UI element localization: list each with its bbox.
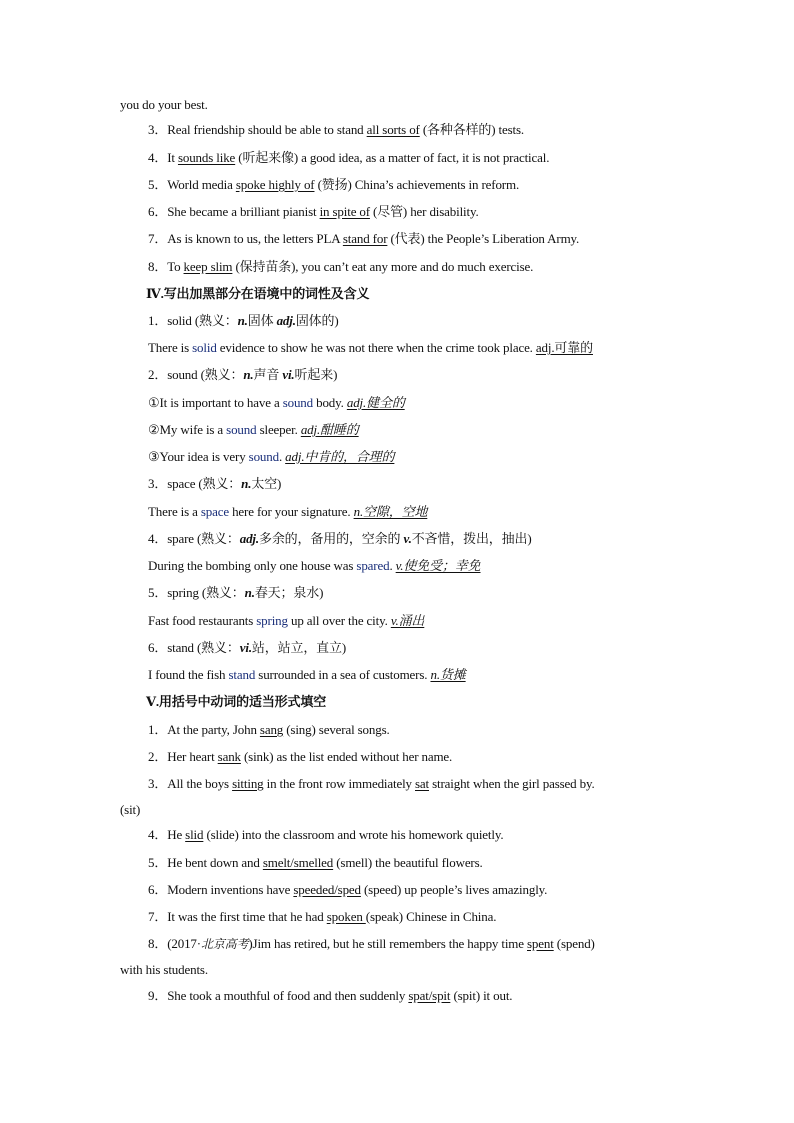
text-segment: (spit) it out.: [450, 988, 513, 1003]
text-segment: ③Your idea is very: [148, 449, 249, 464]
text-segment: adj.: [276, 313, 296, 328]
text-segment: During the bombing only one house was: [148, 558, 357, 573]
iv-2-sentence-b: [148, 421, 359, 439]
text-segment: 5．spring (熟义：: [148, 585, 245, 600]
text-segment: 3．Real friendship should be able to stand: [148, 122, 367, 137]
text-segment: 听起来): [294, 367, 338, 382]
text-segment: 1．At the party, John: [148, 722, 260, 737]
answer-text: in spite of: [319, 204, 370, 219]
text-segment: (speed) up people’s lives amazingly.: [360, 882, 548, 897]
text-segment: 声音: [253, 367, 283, 382]
iv-2-word: [148, 366, 337, 384]
text-segment: surrounded in a sea of customers.: [255, 667, 431, 682]
text-segment: 7．As is known to us, the letters PLA: [148, 231, 343, 246]
text-segment: 4．It: [148, 150, 178, 165]
answer-text: sat: [415, 776, 429, 791]
iv-4-word: [148, 530, 532, 548]
text-segment: )Jim has retired, but he still remembers the happy time: [248, 936, 527, 951]
text-segment: (各种各样的) tests.: [419, 122, 525, 137]
iv-5-sentence: [148, 612, 424, 630]
text-segment: you do your best.: [120, 97, 208, 112]
answer-text: slid: [185, 827, 204, 842]
text-segment: 多余的，备用的，空余的: [258, 531, 404, 546]
text-segment: 7．It was the first time that he had: [148, 909, 327, 924]
bold-keyword: sound: [282, 395, 313, 410]
text-segment: in the front row immediately: [263, 776, 415, 791]
v-2: [148, 748, 452, 766]
text-segment: Ⅴ.用括号中动词的适当形式填空: [146, 694, 327, 709]
text-segment: (smell) the beautiful flowers.: [333, 855, 483, 870]
text-segment: 6．She became a brilliant pianist: [148, 204, 320, 219]
answer-text: spent: [527, 936, 554, 951]
text-segment: (保持苗条), you can’t eat any more and do much exercise.: [232, 259, 534, 274]
text-segment: 3．space (熟义：: [148, 476, 242, 491]
answer-text: sang: [259, 722, 284, 737]
text-segment: with his students.: [120, 962, 208, 977]
text-segment: straight when the girl passed by.: [429, 776, 595, 791]
answer-text: adj.健全的: [346, 395, 405, 410]
section-iv-heading: [146, 285, 369, 303]
bold-keyword: sound: [248, 449, 279, 464]
exercise-iii-5: [148, 176, 519, 194]
text-segment: (spend): [553, 936, 595, 951]
answer-text: spoken: [326, 909, 366, 924]
bold-keyword: stand: [228, 667, 256, 682]
answer-text: adj.可靠的: [535, 340, 593, 355]
text-segment: (sink) as the list ended without her name.: [240, 749, 453, 764]
exercise-iii-8: [148, 258, 533, 276]
answer-text: sank: [217, 749, 241, 764]
text-segment: 站，站立，直立): [251, 640, 347, 655]
text-segment: (代表) the People’s Liberation Army.: [387, 231, 580, 246]
v-5: [148, 854, 483, 872]
v-7: [148, 908, 496, 926]
iv-2-sentence-c: [148, 448, 394, 466]
exercise-iii-3: [148, 121, 524, 139]
section-v-heading: [146, 693, 326, 711]
exercise-iii-6: [148, 203, 479, 221]
text-segment: (听起来像) a good idea, as a matter of fact, it is not practical.: [235, 150, 550, 165]
text-segment: vi.: [282, 367, 295, 382]
answer-text: spoke highly of: [235, 177, 315, 192]
text-segment: (尽管) her disability.: [369, 204, 479, 219]
iv-1-word: [148, 312, 339, 330]
text-segment: 6．Modern inventions have: [148, 882, 294, 897]
text-segment: 太空): [251, 476, 282, 491]
answer-text: keep slim: [183, 259, 233, 274]
text-segment: 4．spare (熟义：: [148, 531, 240, 546]
text-segment: (sit): [120, 802, 141, 817]
text-segment: There is a: [148, 504, 201, 519]
answer-text: speeded/sped: [293, 882, 361, 897]
iv-1-sentence: [148, 339, 593, 357]
text-segment: v.: [403, 531, 412, 546]
answer-text: n.货摊: [430, 667, 466, 682]
text-segment: 8．To: [148, 259, 184, 274]
text-segment: evidence to show he was not there when the crime took place.: [216, 340, 536, 355]
text-segment: .: [278, 449, 286, 464]
text-segment: here for your signature.: [228, 504, 354, 519]
text-segment: Ⅳ.写出加黑部分在语境中的词性及含义: [146, 286, 370, 301]
text-segment: vi.: [239, 640, 252, 655]
v-8-cont: [120, 961, 208, 979]
iv-2-sentence-a: [148, 394, 405, 412]
bold-keyword: sound: [226, 422, 257, 437]
v-8: [148, 935, 595, 953]
answer-text: stand for: [342, 231, 388, 246]
text-segment: sleeper.: [256, 422, 301, 437]
text-segment: ①It is important to have a: [148, 395, 283, 410]
text-segment: 9．She took a mouthful of food and then suddenly: [148, 988, 409, 1003]
text-segment: n.: [237, 313, 248, 328]
bold-keyword: solid: [192, 340, 217, 355]
text-segment: 固体的): [295, 313, 339, 328]
bold-keyword: space: [200, 504, 229, 519]
answer-text: v.涌出: [390, 613, 425, 628]
answer-text: adj.酣睡的: [300, 422, 359, 437]
v-6: [148, 881, 547, 899]
answer-text: adj.中肯的，合理的: [285, 449, 395, 464]
text-segment: 2．sound (熟义：: [148, 367, 244, 382]
text-segment: 北京高考: [200, 937, 249, 951]
text-segment: 3．All the boys: [148, 776, 233, 791]
answer-text: all sorts of: [366, 122, 420, 137]
text-segment: 8．(2017·: [148, 936, 201, 951]
iv-6-word: [148, 639, 346, 657]
text-segment: n.: [243, 367, 254, 382]
text-segment: 固体: [247, 313, 277, 328]
text-segment: (赞扬) China’s achievements in reform.: [314, 177, 520, 192]
text-segment: up all over the city.: [287, 613, 391, 628]
bold-keyword: spared: [356, 558, 390, 573]
text-segment: (sing) several songs.: [283, 722, 390, 737]
text-segment: body.: [313, 395, 347, 410]
answer-text: v.使免受；幸免: [395, 558, 481, 573]
text-segment: (slide) into the classroom and wrote his homework quietly.: [203, 827, 504, 842]
text-segment: (speak) Chinese in China.: [365, 909, 497, 924]
text-segment: adj.: [239, 531, 259, 546]
text-segment: 春天；泉水): [254, 585, 324, 600]
text-segment: 不吝惜，拨出，抽出): [411, 531, 532, 546]
text-segment: Fast food restaurants: [148, 613, 257, 628]
v-1: [148, 721, 390, 739]
iv-6-sentence: [148, 666, 466, 684]
text-segment: 1．solid (熟义：: [148, 313, 238, 328]
iv-3-sentence: [148, 503, 427, 521]
answer-text: sounds like: [177, 150, 236, 165]
text-segment: There is: [148, 340, 193, 355]
v-3-cont: [120, 801, 140, 819]
bold-keyword: spring: [256, 613, 288, 628]
text-segment: ②My wife is a: [148, 422, 227, 437]
text-segment: n.: [241, 476, 252, 491]
v-3: [148, 775, 595, 793]
exercise-iii-7: [148, 230, 579, 248]
answer-text: sitting: [232, 776, 264, 791]
iv-5-word: [148, 584, 323, 602]
answer-text: smelt/smelled: [262, 855, 334, 870]
answer-text: spat/spit: [408, 988, 451, 1003]
text-segment: 4．He: [148, 827, 186, 842]
exercise-iii-4: [148, 149, 549, 167]
text-segment: 6．stand (熟义：: [148, 640, 240, 655]
text-segment: n.: [244, 585, 255, 600]
text-segment: 5．World media: [148, 177, 236, 192]
iv-4-sentence: [148, 557, 481, 575]
text-segment: 5．He bent down and: [148, 855, 263, 870]
iv-3-word: [148, 475, 281, 493]
answer-text: n.空隙，空地: [353, 504, 428, 519]
line-you-do-your-best: [120, 96, 208, 114]
text-segment: .: [389, 558, 396, 573]
v-4: [148, 826, 503, 844]
text-segment: 2．Her heart: [148, 749, 218, 764]
v-9: [148, 987, 512, 1005]
text-segment: I found the fish: [148, 667, 229, 682]
